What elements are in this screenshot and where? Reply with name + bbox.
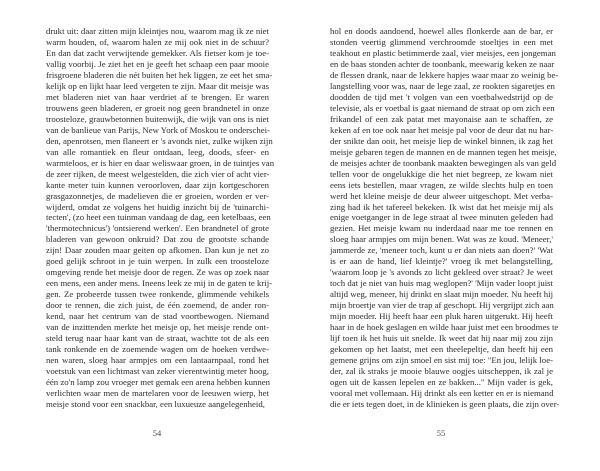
text-line: altijd weg, meneer, hij drinkt en slaat mijn moeder. Nu heeft hij xyxy=(330,289,553,300)
text-line: van de banlieue van Parijs, New York of Moskou te onderschei- xyxy=(46,124,270,135)
text-line: lijf toen ik het huis uit snelde. Ik weet dat hij naar mij zou zijn xyxy=(330,333,553,344)
text-line: stonden veertig glimmend verchroomde stoeltjes in een met xyxy=(330,36,553,47)
text-line: zijn! Daar zouden maar geiten op afkomen. Dan kun je net zo xyxy=(46,245,269,256)
text-line: tellen voor de ongelukkige die het niet begreep, ze kwam niet xyxy=(330,168,553,179)
text-line: vallig voorbij. Je ziet het en je geeft het schaap een paar mooie xyxy=(46,58,269,69)
text-line: drukt uit: daar zitten mijn kleintjes nou, waarom mag ik ze niet xyxy=(46,26,269,36)
text-line: steld terug naar haar kant van de straat, wachtte tot de als een xyxy=(46,333,269,344)
text-line: de meisjes achter de toonbank maakten bewegingen als van geld xyxy=(330,157,557,168)
text-line: warmteloos, er is hier en daar weliswaar groen, in de tuintjes van xyxy=(46,157,275,168)
text-line: televisie, als er voetbal is gaat niemand de straat op om zich een xyxy=(330,102,555,113)
text-line: toch dat je niet van huis mag weglopen?' 'Mijn vader loopt juist xyxy=(330,278,553,289)
text-line: nen waren, sloeg haar armpjes om een lantaarnpaal, rond het xyxy=(46,355,269,366)
text-line: met bladeren niet van haar verdriet af te brengen. Er waren xyxy=(46,91,269,102)
text-line: kelijk op en lijkt haar leed vergeten te zijn. Maar dit meisje was xyxy=(46,80,270,91)
text-line: 'waarom loop je 's avonds zo licht gekleed over straat? Je weet xyxy=(330,267,553,278)
text-line: vooral met vollemaan. Hij drinkt als een ketter en er is niemand xyxy=(330,387,554,398)
text-line: gemene grijns om zijn smoel en sist mij toe: "En jou, lelijk loe- xyxy=(330,355,553,366)
text-line: tecten', (zo heet een tuinman vandaag de dag, een ketelbaas, een xyxy=(46,212,271,223)
text-line: is er aan de hand, lief kleintje?' vroeg ik met belangstelling, xyxy=(330,256,553,267)
text-line: werd het kleine meisje de deur alweer uitgeschopt. Met verba- xyxy=(330,190,553,201)
text-line: der snikte dan ooit, het meisje liep de winkel binnen, ik zag het xyxy=(330,135,553,146)
text-line: troosteloze, grauwbetonnen buitenwijk, die wijk van ons is niet xyxy=(46,113,269,124)
text-line: trouwens geen bladeren, er groeit nog geen brandnetel in onze xyxy=(46,102,269,113)
text-line: 'thermotechnicus') 'ontsierend werken'. Een brandnetel of grote xyxy=(46,223,269,234)
text-line: kante meter tuin kunnen veroorloven, daar zijn kortgeschoren xyxy=(46,179,269,190)
text-line: kend, naar het centrum van de stad voortbewogen. Niemand xyxy=(46,311,269,322)
text-line: hol en doods aandoend, hoewel alles flonkerde aan de bar, er xyxy=(330,26,553,36)
text-line: goed gelijk schroot in je tuin werpen. In zulk een troosteloze xyxy=(46,256,269,267)
text-line: der, zal ik straks je mooie blauwe oogjes uitscheppen, ik zal je xyxy=(330,366,553,377)
text-line: haar in de hoek geslagen en wilde haar juist met een broodmes te xyxy=(330,322,559,333)
text-line: grasgazonnetjes, de madelieven die er groeien, worden er ver- xyxy=(46,190,269,201)
text-line: frisgroene bladeren die nét buiten het hek liggen, ze eet het sma- xyxy=(46,69,273,80)
text-line: voetstuk van een lichtmast van zeker vierentwintig meter hoog, xyxy=(46,366,269,377)
text-line: verlichten waar men de martelaren voor de leeuwen wierp, het xyxy=(46,387,269,398)
text-line: door te rennen, die zich juist, de één zoemend, de ander ron- xyxy=(46,300,269,311)
text-line: meisje stond voor een snackbar, een luxueuze aangelegenheid, xyxy=(46,398,265,409)
text-line: mijn broertje van vier de trap af geschopt. Hij vergrijpt zich aan xyxy=(330,300,554,311)
text-line: eens iets bestellen, maar vragen, ze wilde slechts hulp en toen xyxy=(330,179,553,190)
text-line: meisje gebaren tegen de mannen en de mannen tegen het meisje, xyxy=(330,146,557,157)
text-line: omgeving rende het meisje door de regen. Ze was op zoek naar xyxy=(46,267,269,278)
text-line: En dan dat zacht verwijtende gemekker. Als fietser kom je toe- xyxy=(46,47,269,58)
text-line: tank ronkende en de zoemende wagen om de hoeken verdwe- xyxy=(46,344,269,355)
text-line: sloeg haar armpjes om mijn benen. Wat was ze koud. 'Meneer,' xyxy=(330,234,553,245)
text-line: enige voetganger in de lege straat al twee minuten geleden had xyxy=(330,212,553,223)
text-line: gezien. Het meisje kwam nu inderdaad naar me toe rennen en xyxy=(330,223,553,234)
text-line: wijderd, omdat ze volgens het huidig inzicht bij de 'tuinarchi- xyxy=(46,201,269,212)
text-line: de zeer rijken, de meest welgestelden, die zich vier of acht vier- xyxy=(46,168,270,179)
text-line: warm houden, of, waarom halen ze mij ook niet in de schuur? xyxy=(46,36,269,47)
text-line: den, apenrotsen, men flaneert er 's avonds niet, zulke wijken zijn xyxy=(46,135,273,146)
right-page-body xyxy=(330,26,560,410)
text-line: frikandel of een zak patat met mayonaise aan te schaffen, ze xyxy=(330,113,553,124)
page-number-right: 55 xyxy=(436,428,446,438)
text-line: doodden de tijd met 't volgen van een voetbalwedstrijd op de xyxy=(330,91,553,102)
text-line: mijn moeder. Hij heeft haar een pluk haren uitgerukt. Hij heeft xyxy=(330,311,553,322)
page-number-left: 54 xyxy=(152,428,162,438)
text-line: teakhout en plastic betimmerde zaal, vier meisjes, een jongeman xyxy=(330,47,556,58)
text-line: van alle romantiek en fleur ontdaan, leeg, doods, sfeer- en xyxy=(46,146,269,157)
text-line: langstelling voor was, naar de lege zaal, ze rookten sigaretjes en xyxy=(330,80,555,91)
text-line: een mens, een ander mens. Ineens leek ze mij in de gaten te krij- xyxy=(46,278,273,289)
text-line: bladeren van gewoon onkruid? Dat zou de grootste schande xyxy=(46,234,269,245)
text-line: van de inzittenden merkte het meisje op, het meisje rende ont- xyxy=(46,322,269,333)
text-line: gekomen op het laatst, met een theelepeltje, dan heeft hij een xyxy=(330,344,553,355)
text-line: de flessen drank, naar de lekkere hapjes waar maar zo weinig be- xyxy=(330,69,559,80)
text-line: gen. Ze probeerde tussen twee ronkende, glimmende vehikels xyxy=(46,289,269,300)
text-line: keken af en toe ook naar het meisje pal voor de deur dat nu har- xyxy=(330,124,554,135)
text-line: en de baas stonden achter de toonbank, meewarig keken ze naar xyxy=(330,58,555,69)
text-line: ogen uit de kassen lepelen en ze bakken..." Mijn vader is gek, xyxy=(330,377,553,387)
text-line: die er iets tegen doet, in de klinieken is geen plaats, die zijn over- xyxy=(330,398,560,409)
text-line: één zo'n lamp zou vroeger met gemak een arena hebben kunnen xyxy=(46,377,271,387)
text-line: zing had ik het tafereel bekeken. Ik wist dat het meisje mij als xyxy=(330,201,553,212)
left-page-body xyxy=(46,26,275,410)
text-line: jammerde ze, 'meneer toch, kunt u er dan niets aan doen?' 'Wat xyxy=(330,245,553,256)
